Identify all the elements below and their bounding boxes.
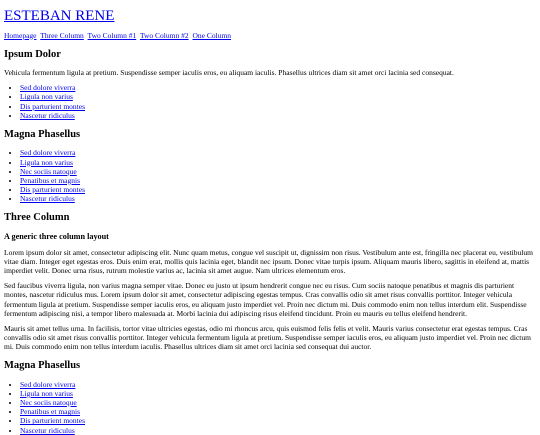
sidebar-link[interactable]: Penatibus et magnis — [20, 407, 80, 417]
sidebar-link[interactable]: Nascetur ridiculus — [20, 110, 75, 120]
list-item — [20, 148, 536, 157]
sidebar-link[interactable]: Dis parturient montes — [20, 416, 85, 426]
list-item — [20, 194, 536, 203]
site-title-link[interactable]: ESTEBAN RENE — [4, 8, 115, 24]
list-item — [20, 167, 536, 176]
page — [0, 8, 540, 435]
list-item — [20, 185, 536, 194]
body-paragraph-1: Lorem ipsum dolor sit amet, consectetur adipiscing elit. Nunc quam metus, congue vel suscipit ut, dignissim non risus. Vestibulum ante est, fringilla nec placerat eu, vestibulum vitae diam. Integer eget egestas eros. Duis enim erat, mollis quis lacinia eget, blandit nec ipsum. Donec vitae turpis ipsum. Aliquam mauris libero, sagittis in eleifend at, mattis imperdiet velit. Donec urna risus, rutrum molestie varius ac, lacinia sit amet augue. Nam ultrices elementum eros. — [4, 247, 533, 276]
main-nav — [4, 31, 536, 40]
sidebar-link[interactable]: Ligula non varius — [20, 388, 73, 398]
list-item — [20, 380, 536, 389]
list-item — [20, 416, 536, 425]
list-item — [20, 83, 536, 92]
list-item — [20, 111, 536, 120]
sidebar-link-list-2 — [4, 148, 536, 203]
sidebar-link[interactable]: Sed dolore viverra — [20, 83, 76, 93]
section-intro-text: Vehicula fermentum ligula at pretium. Suspendisse semper iaculis eros, eu aliquam iaculis. Phasellus ultrices diam sit amet orci lacinia sed consequat. — [4, 68, 454, 78]
sidebar-link[interactable]: Dis parturient montes — [20, 101, 85, 111]
list-item — [20, 426, 536, 435]
nav-link-three-column[interactable]: Three Column — [40, 30, 84, 40]
list-item — [20, 102, 536, 111]
sidebar-link[interactable]: Sed dolore viverra — [20, 379, 76, 389]
body-paragraph-3: Mauris sit amet tellus urna. In facilisis, tortor vitae ultricies egestas, odio mi rhoncus arcu, quis euismod felis felis et velit. Mauris varius consectetur erat egestas tempus. Cras convallis odio sit amet risus convallis porttitor. Integer vehicula fermentum ligula at pretium. Suspendisse semper iaculis eros, eu aliquam justo imperdiet vel. Proin nec dictum mi. Duis commodo enim non tellus interdum iaculis. Phasellus ultrices diam sit amet orci lacinia sed consequat dui auctor. — [4, 323, 531, 352]
sidebar-link-list-1 — [4, 83, 536, 120]
sidebar-link[interactable]: Ligula non varius — [20, 92, 73, 102]
list-item — [20, 176, 536, 185]
sidebar-link[interactable]: Penatibus et magnis — [20, 175, 80, 185]
nav-link-two-column-2[interactable]: Two Column #2 — [139, 30, 189, 40]
section-heading-magna-phasellus-2: Magna Phasellus — [4, 360, 81, 372]
nav-link-homepage[interactable]: Homepage — [4, 30, 37, 40]
sidebar-link[interactable]: Nec sociis natoque — [20, 398, 77, 408]
page-subtitle: A generic three column layout — [4, 231, 109, 241]
sidebar-link[interactable]: Ligula non varius — [20, 157, 73, 167]
body-paragraph-2: Sed faucibus viverra ligula, non varius magna semper vitae. Donec eu justo ut ipsum hendrerit congue nec eu risus. Cum sociis natoque penatibus et magnis dis parturient montes, nascetur ridiculus mus. Lorem ipsum dolor sit amet, consectetur adipiscing egestas tempus. Cras convallis odio sit amet risus convallis porttitor. Integer vehicula fermentum ligula at pretium. Suspendisse semper iaculis eros, eu aliquam justo imperdiet vel. Proin nec dictum mi. Duis commodo enim non tellus interdum elit. Suspendisse fermentum adipiscing nisi, a tempor libero malesuada at. Morbi lacinia dui adipiscing risus eleifend tincidunt. Proin eu mauris eu tellus eleifend hendrerit. — [4, 281, 527, 318]
nav-link-one-column[interactable]: One Column — [192, 30, 232, 40]
sidebar-link[interactable]: Dis parturient montes — [20, 185, 85, 194]
nav-link-two-column-1[interactable]: Two Column #1 — [87, 30, 137, 40]
list-item — [20, 398, 536, 407]
sidebar-link-list-3 — [4, 380, 536, 435]
section-heading-ipsum-dolor: Ipsum Dolor — [4, 48, 61, 60]
section-heading-magna-phasellus: Magna Phasellus — [4, 128, 81, 140]
sidebar-link[interactable]: Nascetur ridiculus — [20, 194, 75, 204]
list-item — [20, 158, 536, 167]
page-title: Three Column — [4, 212, 70, 224]
sidebar-link[interactable]: Nec sociis natoque — [20, 166, 77, 176]
list-item — [20, 92, 536, 101]
list-item — [20, 389, 536, 398]
sidebar-link[interactable]: Nascetur ridiculus — [20, 425, 75, 435]
sidebar-link[interactable]: Sed dolore viverra — [20, 148, 76, 158]
list-item — [20, 407, 536, 416]
site-title — [4, 8, 536, 25]
